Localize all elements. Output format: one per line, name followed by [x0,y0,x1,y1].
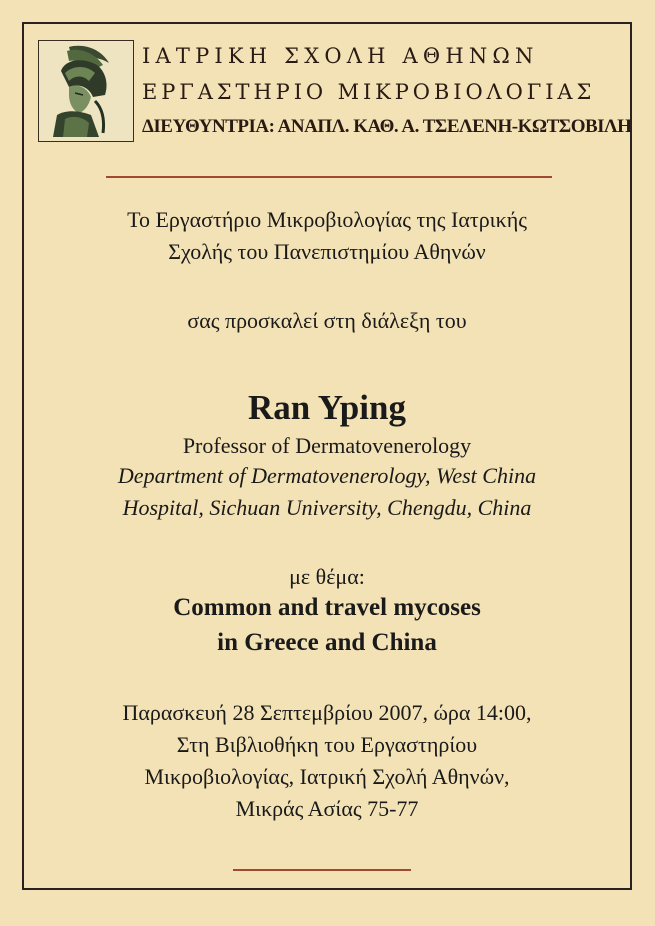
subject-line-1: Common and travel mycoses [173,594,481,621]
invitation-text: σας προσκαλεί στη διάλεξη του [187,308,467,333]
speaker-affiliation [22,460,632,524]
letterhead [38,40,632,144]
details-line-1: Παρασκευή 28 Σεπτεμβρίου 2007, ώρα 14:00, [122,700,532,725]
subject-label: με θέμα: [289,564,365,589]
intro-line-2: Σχολής του Πανεπιστημίου Αθηνών [168,239,486,264]
details-line-4: Μικράς Ασίας 75-77 [235,796,419,821]
lab-title: ΕΡΓΑΣΤΗΡΙΟ ΜΙΚΡΟΒΙΟΛΟΓΙΑΣ [142,80,596,104]
details-line-3: Μικροβιολογίας, Ιατρική Σχολή Αθηνών, [144,764,510,789]
director-line: ΔΙΕΥΘΥΝΤΡΙΑ: ΑΝΑΠΛ. ΚΑΘ. Α. ΤΣΕΛΕΝΗ-ΚΩΤΣΟΒΙΛΗ [142,116,632,137]
event-details [22,697,632,825]
intro-line-1: Το Εργαστήριο Μικροβιολογίας της Ιατρικής [127,207,527,232]
top-divider [106,176,552,178]
athena-helmet-icon [38,40,134,142]
affiliation-line-1: Department of Dermatovenerology, West China [117,463,537,488]
speaker-title: Professor of Dermatovenerology [182,433,472,458]
affiliation-line-2: Hospital, Sichuan University, Chengdu, China [122,495,532,520]
bottom-divider [233,869,411,871]
lecture-subject [22,590,632,660]
subject-line-2: in Greece and China [217,629,437,656]
faculty-title: ΙΑΤΡΙΚΗ ΣΧΟΛΗ ΑΘΗΝΩΝ [142,44,539,68]
intro-text [22,204,632,268]
details-line-2: Στη Βιβλιοθήκη του Εργαστηρίου [176,732,478,757]
speaker-name: Ran Yping [248,388,406,427]
